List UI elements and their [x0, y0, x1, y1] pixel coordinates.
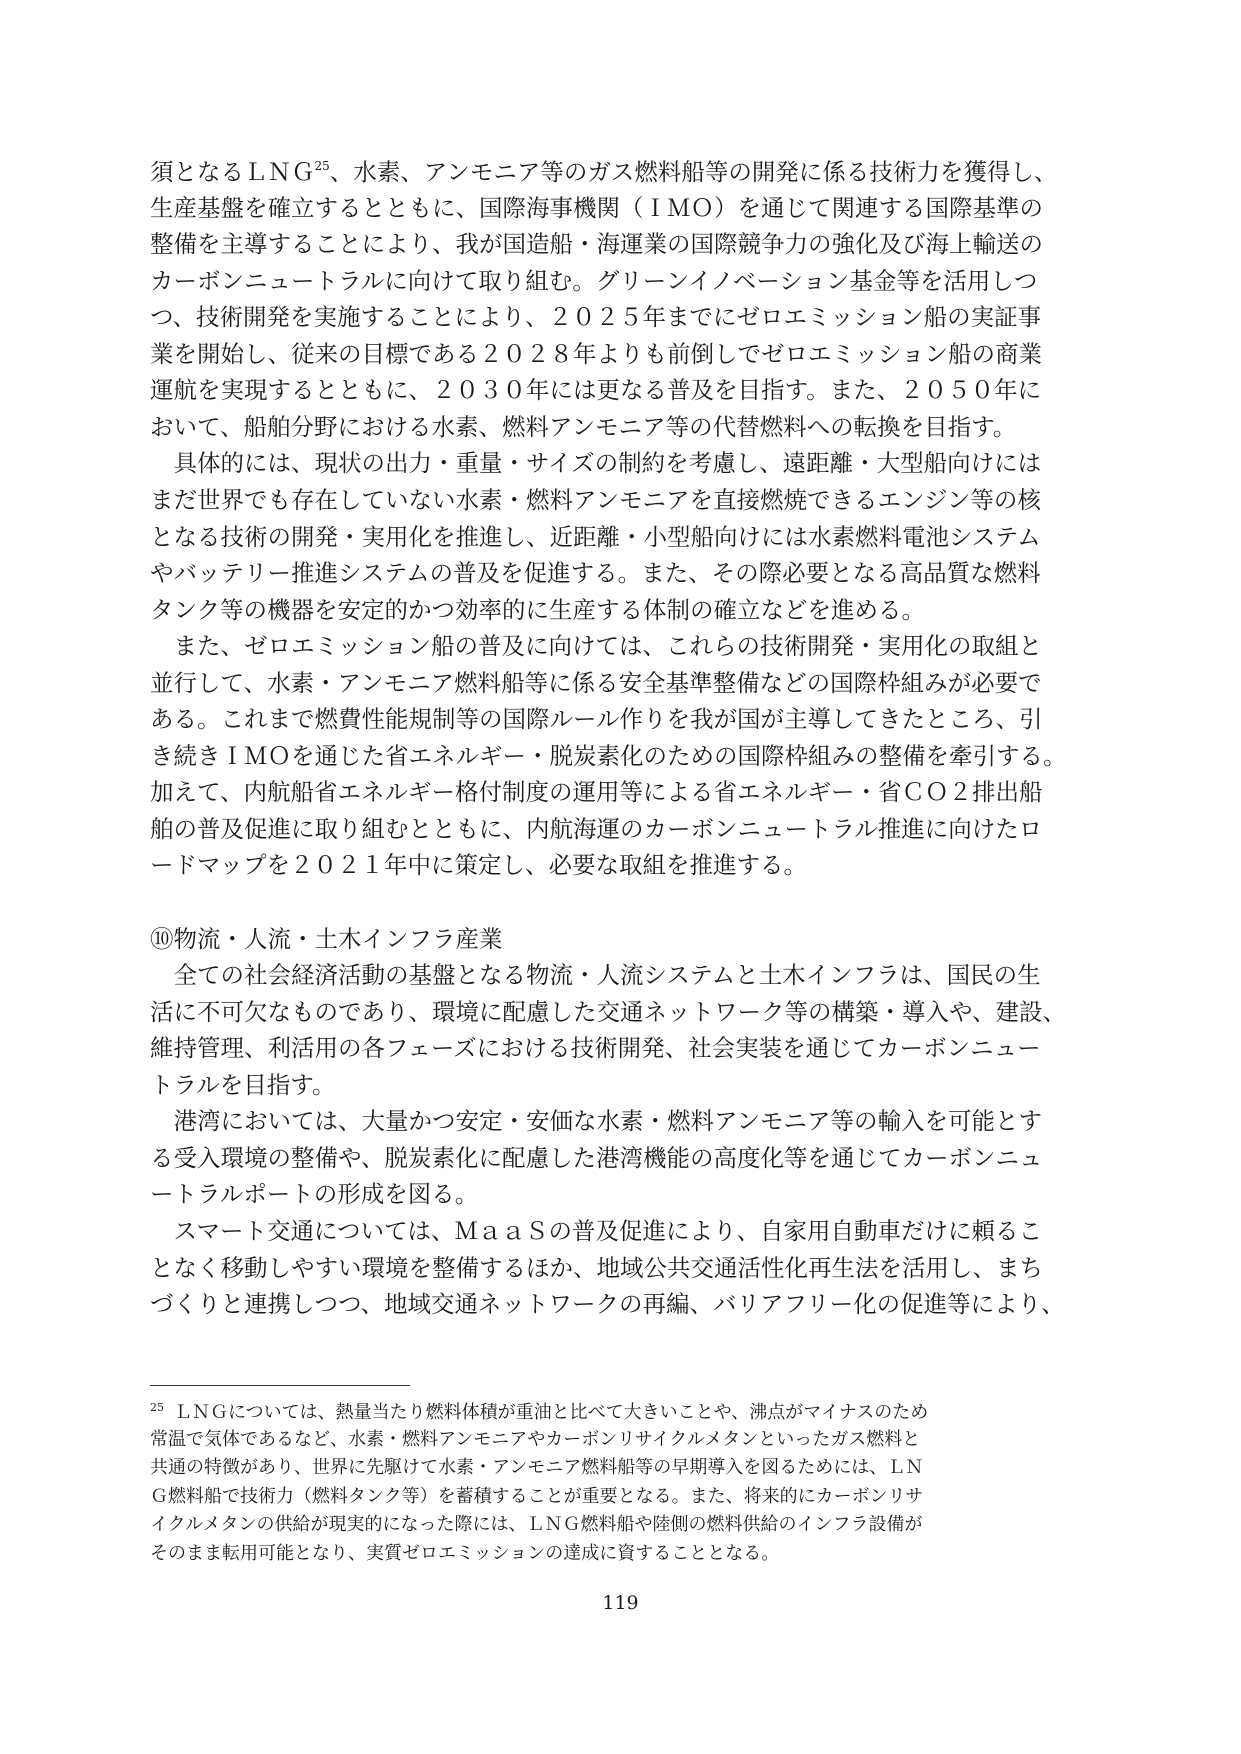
body-line: 港湾においては、大量かつ安定・安価な水素・燃料アンモニア等の輸入を可能とす	[150, 1107, 1043, 1136]
body-line: 生産基盤を確立するとともに、国際海事機関（ＩＭＯ）を通じて関連する国際基準の	[150, 193, 1043, 222]
body-line: 維持管理、利活用の各フェーズにおける技術開発、社会実装を通じてカーボンニュー	[150, 1034, 1041, 1063]
body-text-segment: 、水素、アンモニア等のガス燃料船等の開発に係る技術力を獲得し、	[329, 158, 1058, 186]
body-line: まだ世界でも存在していない水素・燃料アンモニアを直接燃焼できるエンジン等の核	[150, 485, 1041, 514]
body-line: づくりと連携しつつ、地域交通ネットワークの再編、バリアフリー化の促進等により、	[150, 1290, 1065, 1318]
body-line: る受入環境の整備や、脱炭素化に配慮した港湾機能の高度化等を通じてカーボンニュ	[150, 1143, 1043, 1172]
footnote-text: イクルメタンの供給が現実的になった際には、ＬＮＧ燃料船や陸側の燃料供給のインフラ設備が	[150, 1514, 923, 1536]
body-line: 具体的には、現状の出力・重量・サイズの制約を考慮し、遠距離・大型船向けには	[150, 449, 1042, 478]
body-line: 並行して、水素・アンモニア燃料船等に係る安全基準整備などの国際枠組みが必要で	[150, 668, 1042, 697]
body-line: やバッテリー推進システムの普及を促進する。また、その際必要となる高品質な燃料	[150, 559, 1041, 587]
footnote-reference: 25	[314, 159, 330, 173]
footnote-number: 25	[150, 1401, 164, 1414]
body-line: となく移動しやすい環境を整備するほか、地域公共交通活性化再生法を活用し、まち	[150, 1253, 1043, 1282]
body-line: ある。これまで燃費性能規制等の国際ルール作りを我が国が主導してきたところ、引	[150, 705, 1043, 734]
footnote-line	[150, 1402, 928, 1422]
footnote-line	[150, 1545, 779, 1563]
body-line: 舶の普及促進に取り組むとともに、内航海運のカーボンニュートラル推進に向けたロ	[150, 814, 1043, 843]
body-line: 活に不可欠なものであり、環境に配慮した交通ネットワーク等の構築・導入や、建設、	[150, 997, 1067, 1026]
body-line: スマート交通については、ＭａａＳの普及促進により、自家用自動車だけに頼るこ	[150, 1216, 1043, 1245]
body-line: 全ての社会経済活動の基盤となる物流・人流システムと土木インフラは、国民の生	[150, 961, 1041, 990]
body-line: 加えて、内航船省エネルギー格付制度の運用等による省エネルギー・省ＣＯ２排出船	[150, 778, 1043, 807]
footnote-text: 共通の特徴があり、世界に先駆けて水素・アンモニア燃料船等の早期導入を図るためには、ＬＮ	[150, 1457, 924, 1479]
body-line: ートラルポートの形成を図る。	[150, 1180, 479, 1209]
page-number: 119	[602, 1592, 639, 1614]
footnote-line	[150, 1428, 921, 1450]
body-line: 業を開始し、従来の目標である２０２８年よりも前倒しでゼロエミッション船の商業	[150, 339, 1043, 368]
body-line: き続きＩＭＯを通じた省エネルギー・脱炭素化のための国際枠組みの整備を牽引する。	[150, 741, 1067, 770]
footnote-text: Ｇ燃料船で技術力（燃料タンク等）を蓄積することが重要となる。また、将来的にカーボンリサ	[150, 1485, 924, 1507]
footnote-line	[150, 1485, 924, 1507]
body-line: トラルを目指す。	[150, 1070, 336, 1099]
body-line: タンク等の機器を安定的かつ効率的に生産する体制の確立などを進める。	[150, 595, 926, 624]
footnote-text: そのまま転用可能となり、実質ゼロエミッションの達成に資することとなる。	[150, 1543, 780, 1564]
body-line: となる技術の開発・実用化を推進し、近距離・小型船向けには水素燃料電池システム	[150, 522, 1041, 551]
body-line: また、ゼロエミッション船の普及に向けては、これらの技術開発・実用化の取組と	[150, 632, 1043, 661]
body-line: ードマップを２０２１年中に策定し、必要な取組を推進する。	[150, 851, 808, 880]
footnote-divider	[150, 1385, 410, 1386]
body-line: 運航を実現するとともに、２０３０年には更なる普及を目指す。また、２０５０年に	[150, 376, 1042, 405]
section-heading: ⑩物流・人流・土木インフラ産業	[150, 924, 503, 953]
body-line: おいて、船舶分野における水素、燃料アンモニア等の代替燃料への転換を目指す。	[150, 412, 1017, 441]
body-line: 整備を主導することにより、我が国造船・海運業の国際競争力の強化及び海上輸送の	[150, 230, 1043, 259]
footnote-text: ＬＮＧについては、熱量当たり燃料体積が重油と比べて大きいことや、沸点がマイナスのため	[174, 1402, 929, 1423]
footnote-text: 常温で気体であるなど、水素・燃料アンモニアやカーボンリサイクルメタンといったガス燃料と	[150, 1428, 921, 1450]
footnote-line	[150, 1516, 923, 1534]
body-line	[150, 160, 1090, 185]
body-line: つ、技術開発を実施することにより、２０２５年までにゼロエミッション船の実証事	[150, 303, 1042, 332]
footnote-line	[150, 1459, 923, 1477]
body-line: カーボンニュートラルに向けて取り組む。グリーンイノベーション基金等を活用しつ	[150, 266, 1038, 295]
body-text-segment: 須となるＬＮＧ	[150, 158, 315, 186]
